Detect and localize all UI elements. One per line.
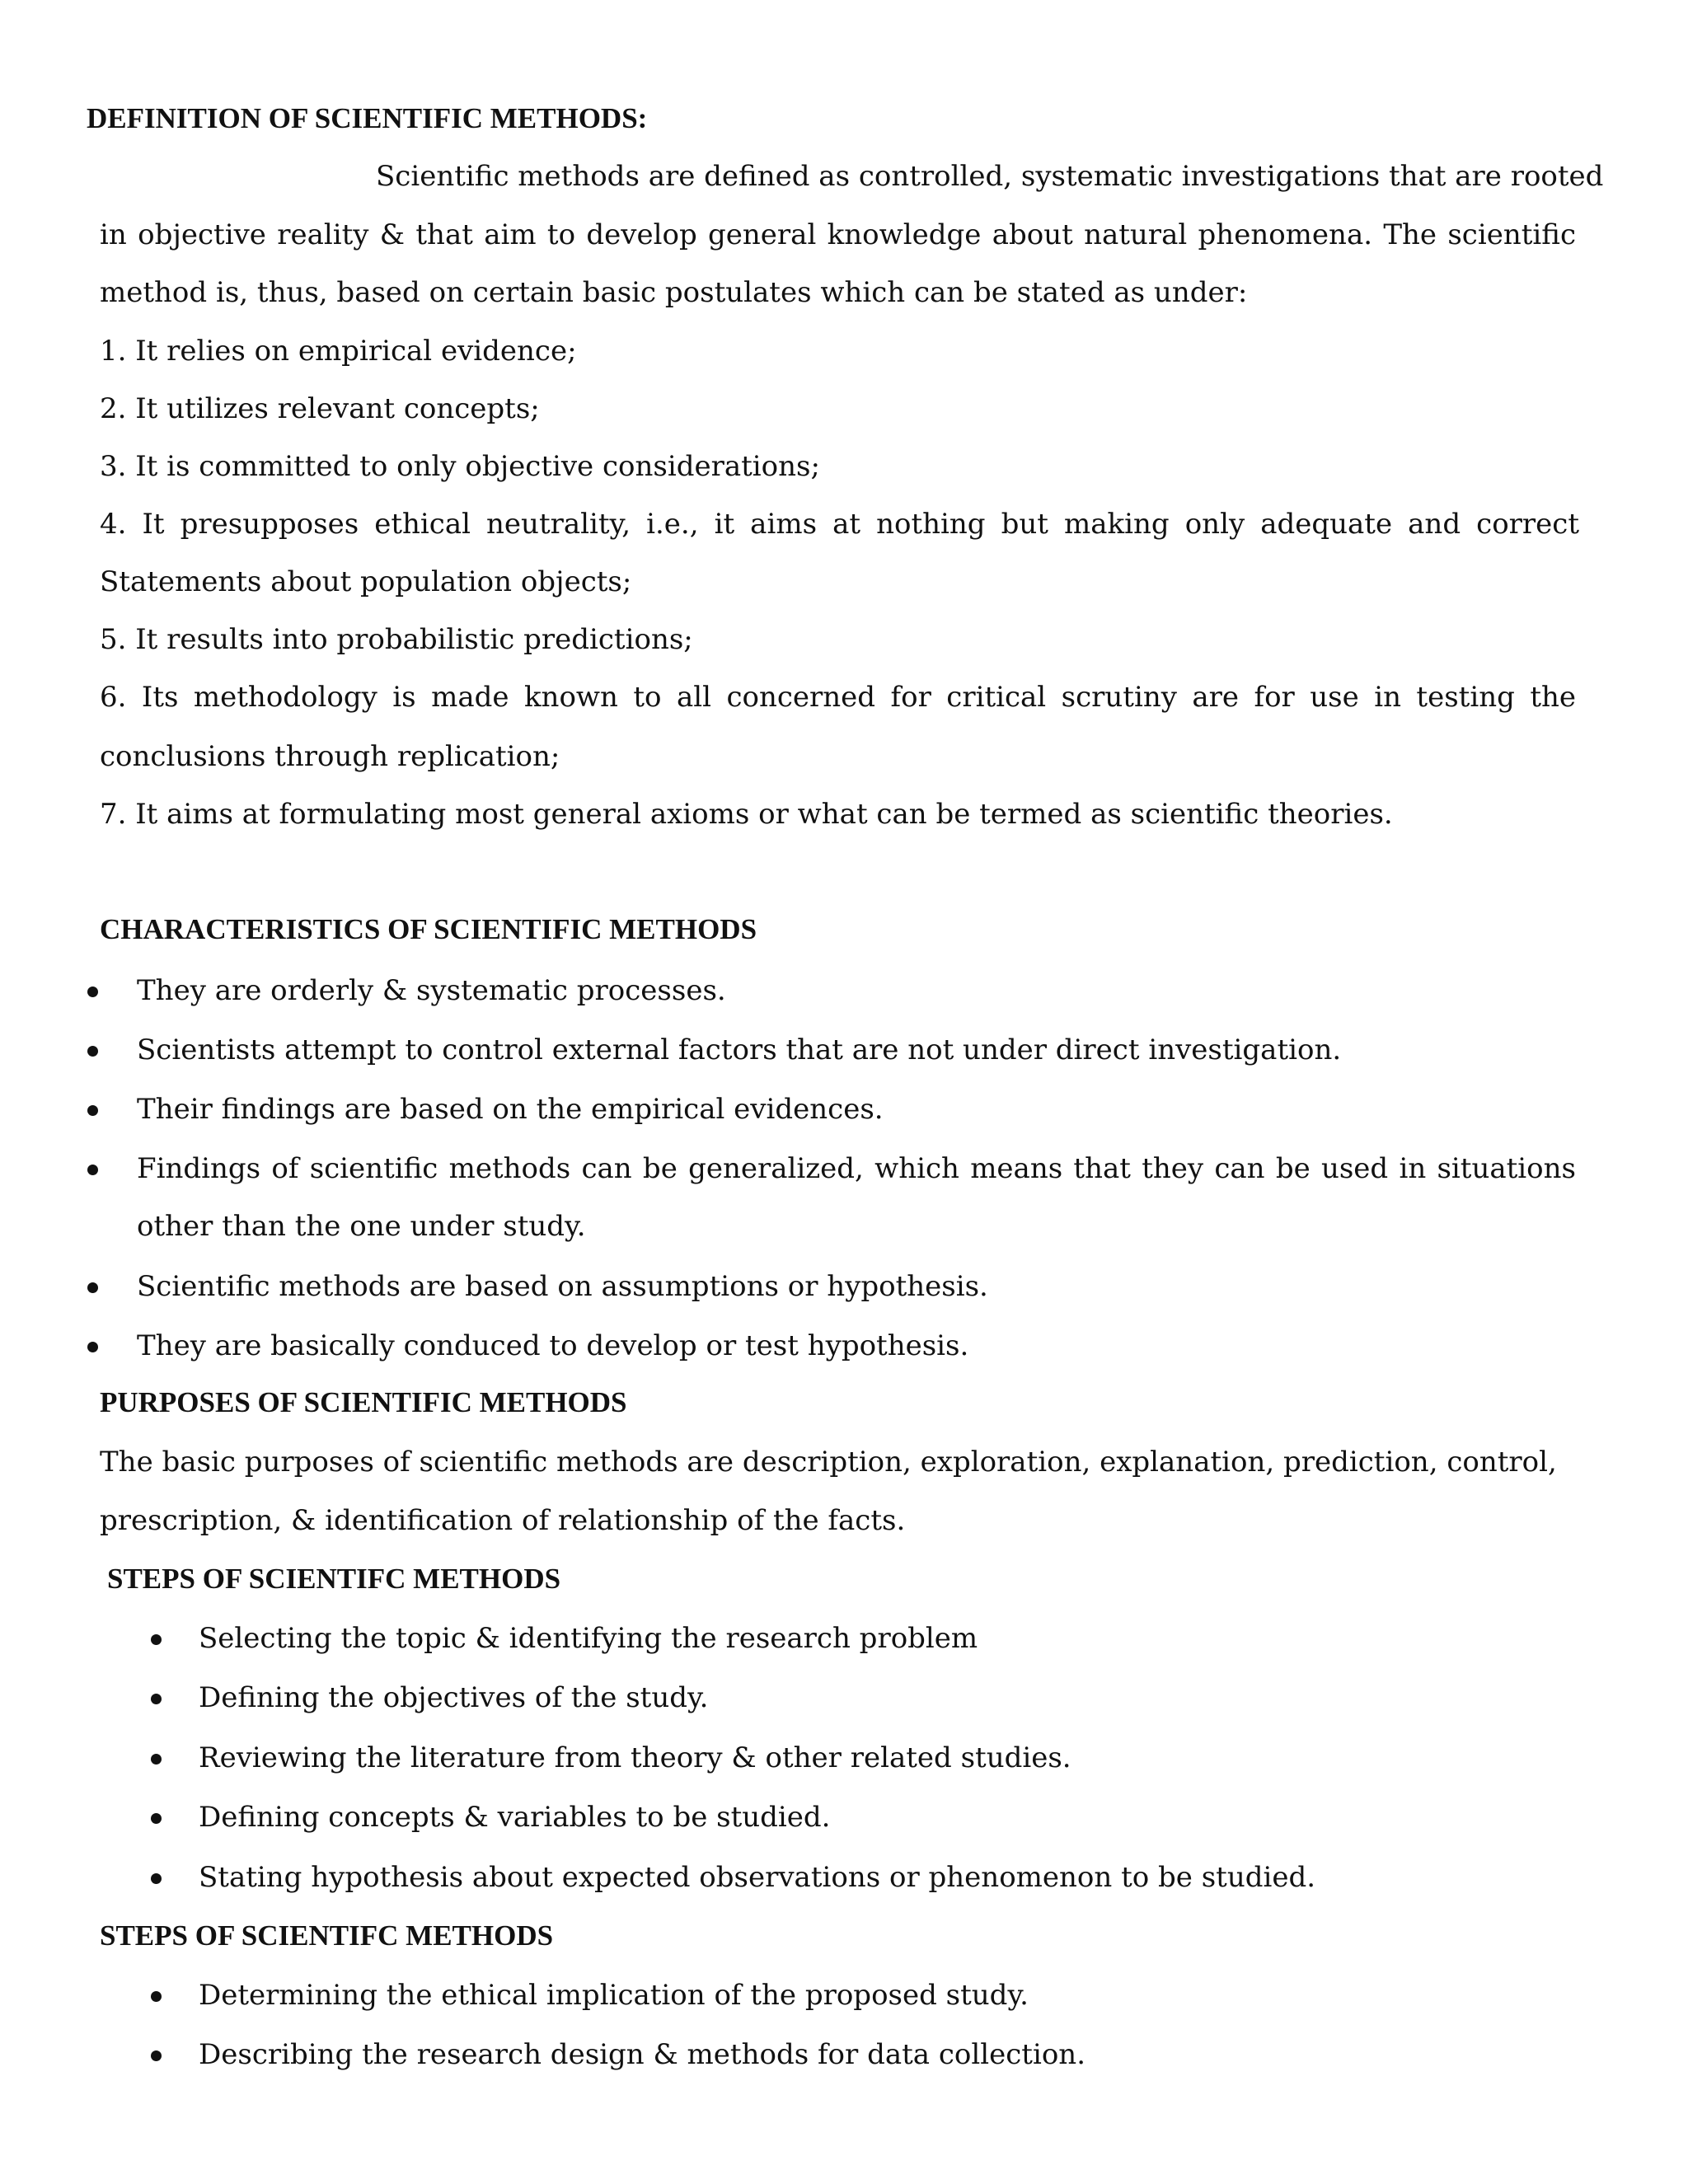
- bullet-icon: [151, 1754, 162, 1765]
- steps-item: Defining the objectives of the study.: [199, 1681, 709, 1714]
- characteristics-item-line-1: Findings of scientific methods can be generalized, which means that they can be used in situations: [137, 1152, 1576, 1185]
- bullet-icon: [87, 1342, 98, 1352]
- bullet-icon: [87, 1046, 98, 1057]
- bullet-icon: [87, 987, 98, 997]
- steps-item: Describing the research design & methods for data collection.: [199, 2038, 1085, 2071]
- bullet-icon: [151, 1991, 162, 2002]
- steps-item: Defining concepts & variables to be studied.: [199, 1801, 831, 1834]
- characteristics-item: Scientific methods are based on assumptions or hypothesis.: [137, 1270, 988, 1303]
- bullet-icon: [151, 1813, 162, 1824]
- definition-item-3: 3. It is committed to only objective considerations;: [100, 450, 820, 483]
- purposes-line-2: prescription, & identification of relationship of the facts.: [100, 1504, 906, 1537]
- characteristics-item: They are orderly & systematic processes.: [137, 974, 726, 1007]
- bullet-icon: [151, 1694, 162, 1704]
- purposes-line-1: The basic purposes of scientific methods are description, exploration, explanation, prediction, control,: [100, 1446, 1557, 1479]
- steps-item: Reviewing the literature from theory & other related studies.: [199, 1741, 1071, 1774]
- bullet-icon: [87, 1105, 98, 1116]
- definition-item-5: 5. It results into probabilistic predictions;: [100, 623, 693, 656]
- characteristics-item: They are basically conduced to develop or test hypothesis.: [137, 1329, 969, 1362]
- steps-heading: STEPS OF SCIENTIFC METHODS: [107, 1563, 561, 1595]
- characteristics-item-line-2: other than the one under study.: [137, 1210, 586, 1243]
- characteristics-heading: CHARACTERISTICS OF SCIENTIFIC METHODS: [100, 913, 757, 945]
- definition-item-6-line-1: 6. Its methodology is made known to all concerned for critical scrutiny are for use in testing the: [100, 681, 1576, 714]
- definition-item-4-line-1: 4. It presupposes ethical neutrality, i.e., it aims at nothing but making only adequate and correct: [100, 508, 1579, 541]
- definition-para-line-2: in objective reality & that aim to develop general knowledge about natural phenomena. The scientific: [100, 218, 1576, 251]
- definition-para-line-3: method is, thus, based on certain basic postulates which can be stated as under:: [100, 276, 1248, 309]
- bullet-icon: [151, 2050, 162, 2061]
- definition-para-line-1: Scientific methods are defined as controlled, systematic investigations that are rooted: [376, 160, 1604, 193]
- definition-item-7: 7. It aims at formulating most general axioms or what can be termed as scientific theories.: [100, 798, 1393, 831]
- definition-item-2: 2. It utilizes relevant concepts;: [100, 392, 540, 425]
- purposes-heading: PURPOSES OF SCIENTIFIC METHODS: [100, 1386, 627, 1418]
- definition-heading: DEFINITION OF SCIENTIFIC METHODS:: [87, 102, 648, 134]
- definition-item-4-line-2: Statements about population objects;: [100, 565, 632, 598]
- definition-item-6-line-2: conclusions through replication;: [100, 740, 560, 773]
- bullet-icon: [87, 1282, 98, 1293]
- steps-heading-2: STEPS OF SCIENTIFC METHODS: [100, 1919, 554, 1952]
- bullet-icon: [151, 1873, 162, 1884]
- steps-item: Determining the ethical implication of the proposed study.: [199, 1979, 1029, 2012]
- characteristics-item: Their findings are based on the empirical evidences.: [137, 1093, 884, 1126]
- definition-item-1: 1. It relies on empirical evidence;: [100, 335, 577, 368]
- steps-item: Stating hypothesis about expected observations or phenomenon to be studied.: [199, 1861, 1316, 1894]
- bullet-icon: [151, 1634, 162, 1645]
- steps-item: Selecting the topic & identifying the research problem: [199, 1622, 978, 1655]
- bullet-icon: [87, 1165, 98, 1175]
- characteristics-item: Scientists attempt to control external factors that are not under direct investigation.: [137, 1033, 1342, 1066]
